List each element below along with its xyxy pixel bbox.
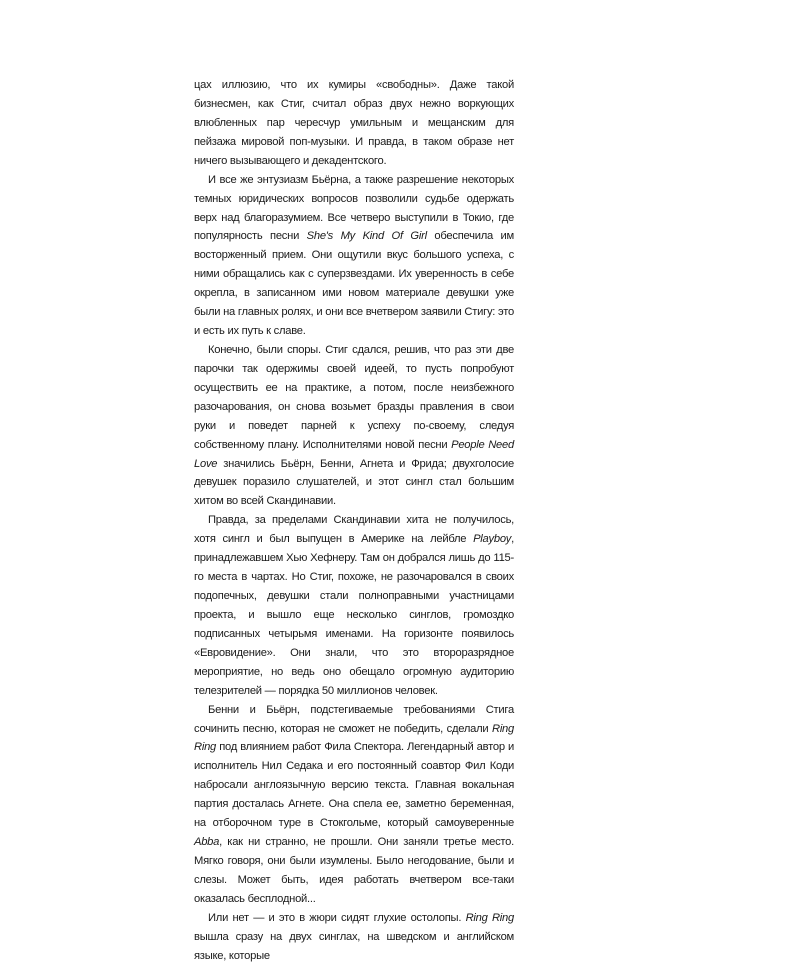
text-run: , как ни странно, не прошли. Они заняли третье место. Мягко говоря, они были изумлены. Было негодование, были и слезы. Может быть, идея работать вчетвером все-таки оказалась бесплодной... — [194, 836, 514, 905]
text-run: Конечно, были споры. Стиг сдался, решив, что раз эти две парочки так одержимы своей идеей, то пусть попробуют осуществить ее на практике, а потом, после неизбежного разочарования, он снова возьмет бразды правления в свои руки и поведет парней к успеху по-своему, следуя собственному плану. Исполнителями новой песни — [194, 344, 514, 451]
text-run: И все же энтузиазм Бьёрна, а также разрешение некоторых темных юридических вопросов позволили судьбе одержать верх над благоразумием. Все четверо выступили в Токио, где популярность песни — [194, 173, 514, 243]
italic-title: Ring Ring — [465, 911, 514, 924]
italic-title: Playboy — [473, 533, 512, 546]
text-run: вышла сразу на двух синглах, на шведском и английском языке, которые — [194, 930, 514, 962]
paragraph — [194, 171, 514, 341]
italic-title: Abba — [194, 836, 220, 848]
text-run: Правда, за пределами Скандинавии хита не получилось, хотя сингл и был выпущен в Америке на лейбле — [194, 514, 514, 546]
text-run: цах иллюзию, что их кумиры «свободны». Даже такой бизнесмен, как Стиг, считал образ двух нежно воркующих влюбленных пар чересчур умильным и мещанским для пейзажа мировой поп-музыки. И правда, в таком образе нет ничего вызывающего и декадентского. — [194, 79, 514, 167]
italic-title: People Need Love — [194, 438, 514, 470]
book-page — [194, 76, 514, 966]
italic-title: She's My Kind Of Girl — [306, 230, 427, 243]
text-run: под влиянием работ Фила Спектора. Легендарный автор и исполнитель Нил Седака и его постоянный соавтор Фил Коди набросали англоязычную версию текста. Главная вокальная партия досталась Агнете. Она спела ее, заметно беременная, на отборочном туре в Стокгольме, который самоуверенные — [194, 741, 514, 830]
paragraph — [194, 341, 514, 511]
paragraph — [194, 909, 514, 966]
paragraph — [194, 76, 514, 171]
text-run: обеспечила им восторженный прием. Они ощутили вкус большого успеха, с ними обращались как с суперзвездами. Их уверенность в себе окрепла, в записанном ими новом материале девушки уже были на главных ролях, и они все вчетвером заявили Стигу: это и есть их путь к славе. — [194, 230, 514, 337]
paragraph — [194, 511, 514, 700]
text-run: Или нет — и это в жюри сидят глухие остолопы. — [208, 911, 466, 924]
text-run: значились Бьёрн, Бенни, Агнета и Фрида; двухголосие девушек поразило слушателей, и этот сингл стал большим хитом во всей Скандинавии. — [194, 457, 514, 508]
text-run: , принадлежавшем Хью Хефнеру. Там он добрался лишь до 115-го места в чартах. Но Стиг, похоже, не разочаровался в своих подопечных, девушки стали полноправными участницами проекта, и вышло еще несколько синглов, громоздко подписанных четырьмя именами. На горизонте появилось «Евровидение». Они знали, что это второразрядное мероприятие, но ведь оно обещало огромную аудиторию телезрителей — порядка 50 миллионов человек. — [194, 533, 514, 697]
text-run: Бенни и Бьёрн, подстегиваемые требованиями Стига сочинить песню, которая не сможет не победить, сделали — [194, 703, 514, 735]
paragraph — [194, 701, 514, 909]
italic-title: Ring Ring — [194, 722, 514, 754]
